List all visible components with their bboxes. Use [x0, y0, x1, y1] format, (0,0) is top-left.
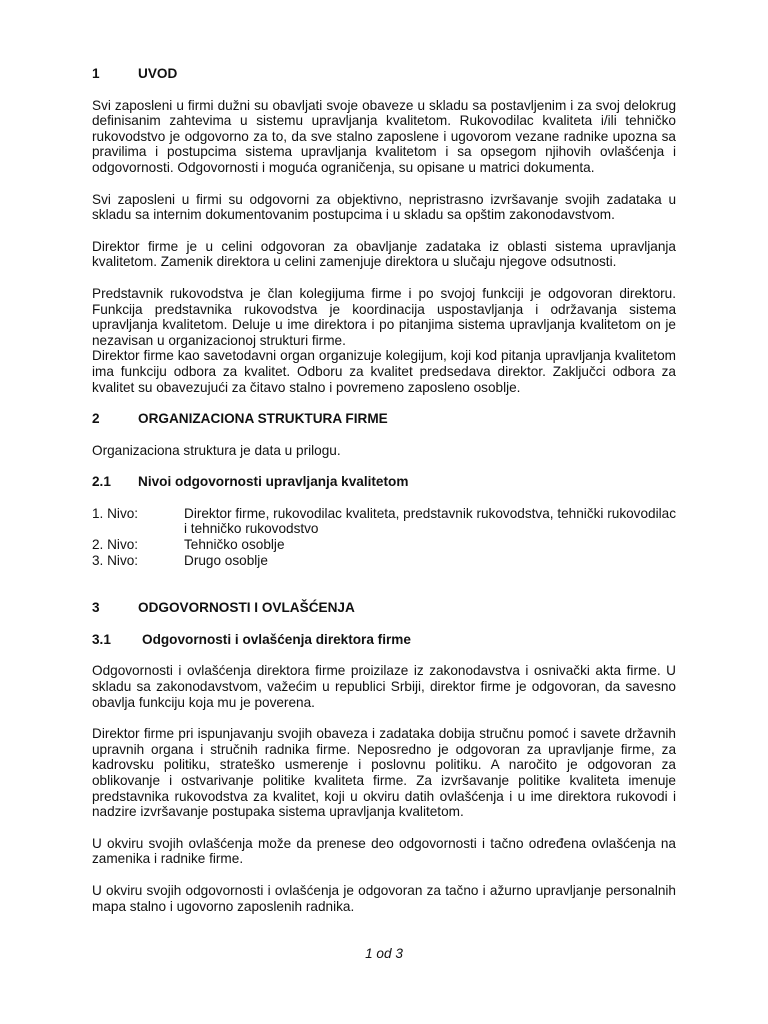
section-heading-3 [92, 600, 676, 616]
level-text: Drugo osoblje [184, 552, 268, 568]
director-paragraph-1: Odgovornosti i ovlašćenja direktora firme proizilaze iz zakonodavstva i osnivački akta firme. U skladu sa zakonodavstvom, važećim u republici Srbiji, direktor firme je odgovoran, da savesno obavlja funkciju koja mu je poverena. [92, 663, 676, 710]
section-title: ODGOVORNOSTI I OVLAŠĆENJA [138, 600, 355, 616]
section-title: UVOD [138, 66, 178, 81]
level-text: Direktor firme, rukovodilac kvaliteta, predstavnik rukovodstva, tehnički rukovodilac i tehničko rukovodstvo [184, 505, 676, 537]
org-structure-paragraph: Organizaciona struktura je data u prilogu. [92, 442, 341, 458]
section-number: 3 [92, 600, 100, 616]
level-label: 2. Nivo: [92, 537, 139, 553]
section-number: 2 [92, 411, 100, 427]
page-number: 1 od 3 [365, 946, 403, 961]
level-label: 1. Nivo: [92, 505, 139, 521]
section-heading-1 [92, 66, 676, 82]
document-page [92, 66, 676, 914]
director-paragraph-2: Direktor firme pri ispunjavanju svojih obaveza i zadataka dobija stručnu pomoć i savete državnih upravnih organa i stručnih radnika firme. Neposredno je odgovoran za upravljanje firme, za kadrovsku politiku, strateško usmerenje i poslovnu politiku. A naročito je odgovoran za oblikovanje i ostvarivanje politike kvaliteta firme. Za izvršavanje politike kvaliteta imenuje predstavnika rukovodstva za kvalitet, koji u okviru datih ovlašćenja i u ime direktora rukovodi i nadzire izvršavanje postupaka sistema upravljanja kvalitetom. [92, 726, 676, 820]
section-title: Nivoi odgovornosti upravljanja kvalitetom [138, 474, 409, 490]
intro-paragraph-5: Direktor firme kao savetodavni organ organizuje kolegijum, koji kod pitanja upravljanja kvalitetom ima funkciju odbora za kvalitet. Odboru za kvalitet predsedava direktor. Zaključci odbora za kvalitet su obavezujući za čitavo stalno i povremeno zaposleno osoblje. [92, 348, 676, 395]
section-number: 3.1 [92, 631, 111, 647]
section-heading-2-1 [92, 474, 676, 490]
section-title: ORGANIZACIONA STRUKTURA FIRME [138, 411, 388, 427]
level-label: 3. Nivo: [92, 552, 139, 568]
intro-paragraph-1: Svi zaposleni u firmi dužni su obavljati svoje obaveze u skladu sa postavljenim i za svoj delokrug definisanim zahtevima u sistemu upravljanja kvalitetom. Rukovodilac kvaliteta i/ili tehničko rukovodstvo je odgovorno za to, da sve stalno zaposlene i ugovorom vezane radnike upozna sa pravilima i postupcima sistema upravljanja kvalitetom i sa opsegom njihovih ovlašćenja i odgovornosti. Odgovornosti i moguća ograničenja, su opisane u matrici dokumenta. [92, 97, 676, 175]
intro-paragraph-2: Svi zaposleni u firmi su odgovorni za objektivno, nepristrasno izvršavanje svojih zadataka u skladu sa internim dokumentovanim postupcima i u skladu sa opštim zakonodavstvom. [92, 191, 676, 223]
level-text: Tehničko osoblje [184, 537, 285, 553]
director-paragraph-3: U okviru svojih ovlašćenja može da prenese deo odgovornosti i tačno određena ovlašćenja na zamenika i radnike firme. [92, 835, 676, 867]
intro-paragraph-3: Direktor firme je u celini odgovoran za obavljanje zadataka iz oblasti sistema upravljanja kvalitetom. Zamenik direktora u celini zamenjuje direktora u slučaju njegove odsutnosti. [92, 238, 676, 270]
section-heading-3-1 [92, 632, 676, 648]
section-number: 2.1 [92, 474, 111, 490]
responsibility-levels-list [92, 506, 676, 568]
section-heading-2 [92, 411, 676, 427]
section-title: Odgovornosti i ovlašćenja direktora firme [142, 631, 411, 647]
level-row [92, 506, 676, 537]
director-paragraph-4: U okviru svojih odgovornosti i ovlašćenja je odgovoran za tačno i ažurno upravljanje personalnih mapa stalno i ugovorno zaposlenih radnika. [92, 882, 676, 914]
level-row [92, 537, 676, 553]
intro-paragraph-4: Predstavnik rukovodstva je član kolegijuma firme i po svojoj funkciji je odgovoran direktoru. Funkcija predstavnika rukovodstva je koordinacija uspostavljanja i održavanja sistema upravljanja kvalitetom. Deluje u ime direktora i po pitanjima sistema upravljanja kvalitetom on je nezavisan u organizacionoj strukturi firme. [92, 285, 676, 348]
level-row [92, 553, 676, 569]
section-number: 1 [92, 66, 100, 81]
